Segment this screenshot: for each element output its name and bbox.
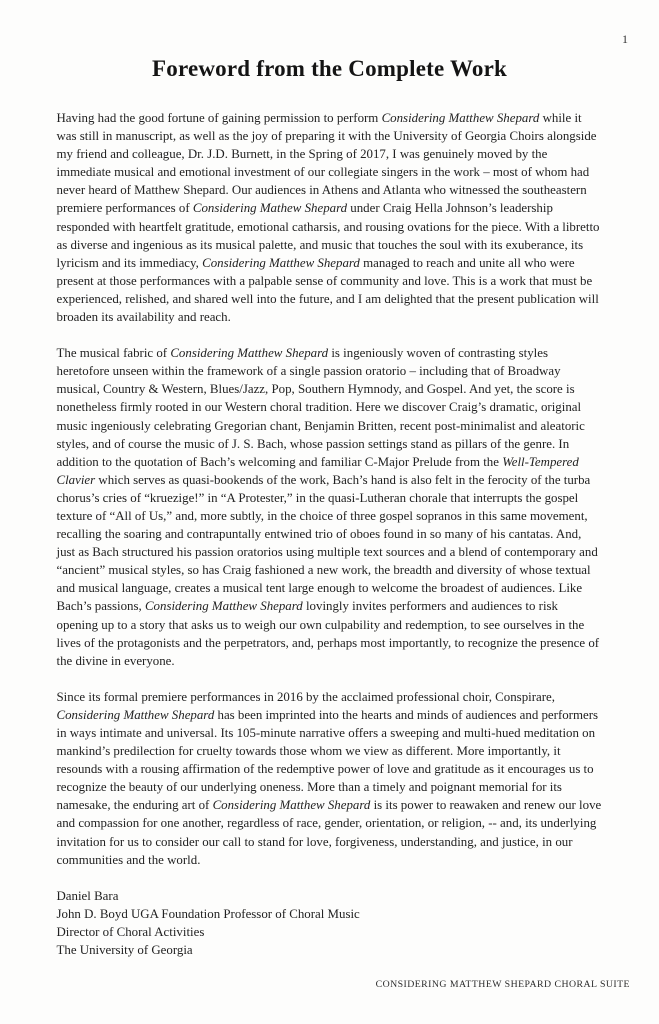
paragraph: The musical fabric of Considering Matthew Shepard is ingeniously woven of contrasting styles heretofore unseen within the framework of a single passion oratorio – including that of Broadway musical, Country & Western, Blues/Jazz, Pop, Southern Hymnody, and Gospel. And yet, the score is nonetheless firmly rooted in our Western choral tradition. Here we discover Craig’s dramatic, original music ingeniously celebrating Gregorian chant, Benjamin Britten, recent post-minimalist and aleatoric styles, and of course the music of J. S. Bach, whose passion settings stand as pillars of the genre. In addition to the quotation of Bach’s welcoming and familiar C-Major Prelude from the Well-Tempered Clavier which serves as quasi-bookends of the work, Bach’s hand is also felt in the ferocity of the turba chorus’s cries of “kruezige!” in “A Protester,” in the quasi-Lutheran chorale that interrupts the gospel texture of “All of Us,” and, more subtly, in the choice of three gospel sopranos in this same movement, recalling the soaring and contrapuntally entwined trio of oboes found in so many of his cantatas. And, just as Bach structured his passion oratorios using multiple text sources and a blend of contemporary and “ancient” musical styles, so has Craig fashioned a new work, the breadth and diversity of whose textual and musical language, creates a musical tent large enough to welcome the broadest of audiences. Like Bach’s passions, Considering Matthew Shepard lovingly invites performers and audiences to risk opening up to a story that asks us to weigh our own culpability and redemption, to see ourselves in the lives of the protagonists and the perpetrators, and, perhaps most importantly, to recognize the presence of the divine in everyone. bbox=[56, 346, 600, 668]
signature-block bbox=[57, 887, 603, 959]
signature-professorship: John D. Boyd UGA Foundation Professor of Choral Music bbox=[56, 906, 360, 921]
page-title: Foreword from the Complete Work bbox=[152, 56, 507, 81]
signature-institution: The University of Georgia bbox=[56, 943, 193, 958]
signature-name: Daniel Bara bbox=[56, 888, 119, 903]
page-number: 1 bbox=[622, 32, 628, 46]
foreword-body bbox=[57, 109, 603, 959]
footer-running-title: CONSIDERING MATTHEW SHEPARD CHORAL SUITE bbox=[375, 979, 630, 990]
paragraph: Since its formal premiere performances in 2016 by the acclaimed professional choir, Conspirare, Considering Matthew Shepard has been imprinted into the hearts and minds of audiences and performers in ways intimate and universal. Its 105-minute narrative offers a sweeping and multi-hued meditation on mankind’s predilection for cruelty towards those whom we view as different. More importantly, it resounds with a rousing affirmation of the redemptive power of love and gratitude as it encourages us to recognize the beauty of our underlying oneness. More than a timely and poignant memorial for its namesake, the enduring art of Considering Matthew Shepard is its power to reawaken and renew our love and compassion for one another, regardless of race, gender, orientation, or religion, -- and, its underlying invitation for us to consider our call to stand for love, forgiveness, understanding, and justice, in our communities and the world. bbox=[56, 689, 602, 867]
signature-role: Director of Choral Activities bbox=[56, 924, 205, 939]
paragraph: Having had the good fortune of gaining permission to perform Considering Matthew Shepard while it was still in manuscript, as well as the joy of preparing it with the University of Georgia Choirs alongside my friend and colleague, Dr. J.D. Burnett, in the Spring of 2017, I was genuinely moved by the immediate musical and emotional investment of our collegiate singers in the work – most of whom had never heard of Matthew Shepard. Our audiences in Athens and Atlanta who witnessed the southeastern premiere performances of Considering Mathew Shepard under Craig Hella Johnson’s leadership responded with heartfelt gratitude, emotional catharsis, and rousing ovations for the piece. With a libretto as diverse and ingenious as its musical palette, and music that touches the soul with its exuberance, its lyricism and its immediacy, Considering Matthew Shepard managed to reach and unite all who were present at those performances with a palpable sense of community and love. This is a work that must be experienced, relished, and shared well into the future, and I am delighted that the present publication will broaden its availability and reach. bbox=[56, 111, 600, 325]
